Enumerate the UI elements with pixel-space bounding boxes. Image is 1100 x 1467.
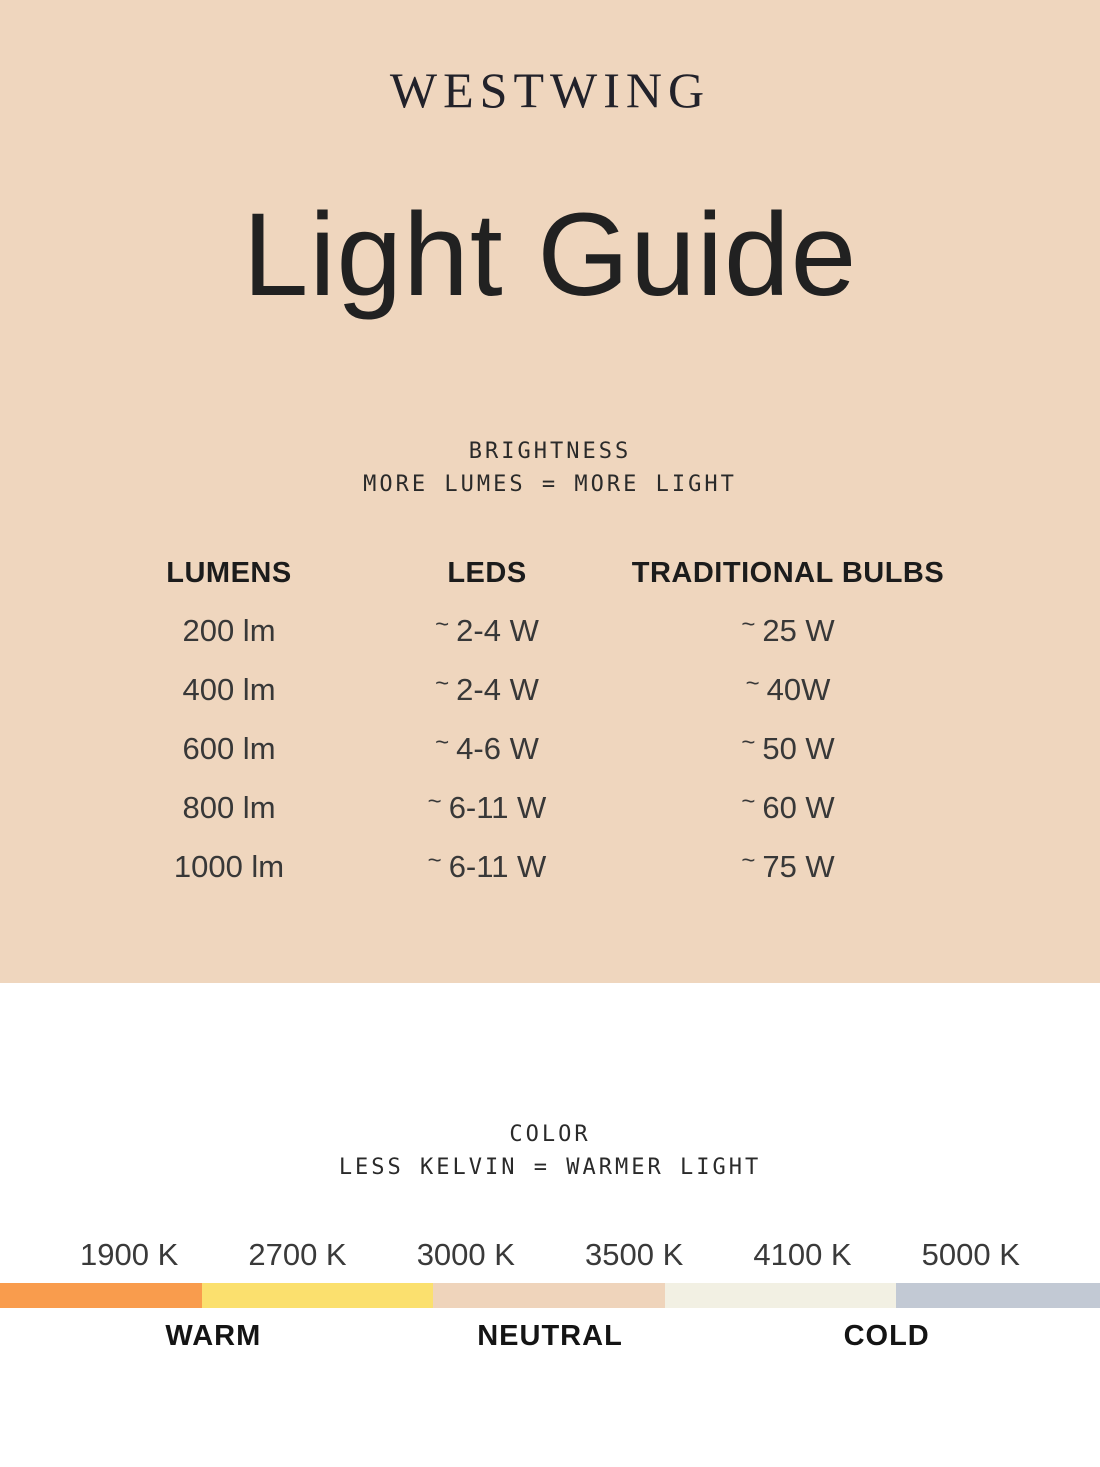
cell-leds-value: 4-6 W <box>456 730 539 766</box>
cell-leds <box>358 843 616 885</box>
cell-bulbs <box>616 666 960 708</box>
approx-tilde: ~ <box>427 846 442 874</box>
approx-tilde: ~ <box>435 669 450 697</box>
scale-segment-warm-yellow <box>202 1283 433 1308</box>
table-row <box>100 607 960 649</box>
cell-lumens: 800 lm <box>182 789 276 825</box>
kelvin-label: 1900 K <box>80 1237 179 1272</box>
table-header-leds: LEDS <box>447 556 527 589</box>
approx-tilde: ~ <box>741 787 756 815</box>
scale-segment-neutral-tan <box>433 1283 665 1308</box>
scale-segment-neutral-cream <box>665 1283 896 1308</box>
kelvin-label: 2700 K <box>248 1237 347 1272</box>
color-subheading: LESS KELVIN = WARMER LIGHT <box>338 1155 762 1180</box>
cell-bulbs-value: 40W <box>766 671 831 707</box>
cell-leds <box>358 725 616 767</box>
kelvin-label: 5000 K <box>921 1237 1020 1272</box>
zone-label-warm: WARM <box>165 1320 262 1352</box>
cell-leds-value: 2-4 W <box>456 671 539 707</box>
brightness-heading: BRIGHTNESS <box>468 438 632 464</box>
zone-label-neutral: NEUTRAL <box>477 1320 623 1352</box>
cell-bulbs <box>616 607 960 649</box>
brightness-subheading: MORE LUMES = MORE LIGHT <box>363 471 737 497</box>
bottom-section <box>0 983 1100 1467</box>
cell-leds <box>358 784 616 826</box>
cell-lumens: 200 lm <box>182 612 276 648</box>
cell-leds-value: 2-4 W <box>456 612 539 648</box>
brand-logo: WESTWING <box>389 62 711 118</box>
approx-tilde: ~ <box>435 610 450 638</box>
color-heading: COLOR <box>509 1122 591 1147</box>
cell-lumens: 600 lm <box>182 730 276 766</box>
cell-leds <box>358 666 616 708</box>
cell-leds <box>358 607 616 649</box>
cell-lumens: 1000 lm <box>173 848 285 884</box>
approx-tilde: ~ <box>741 846 756 874</box>
page-title: Light Guide <box>242 188 858 321</box>
cell-bulbs <box>616 784 960 826</box>
cell-bulbs <box>616 843 960 885</box>
table-row <box>100 843 960 885</box>
cell-bulbs-value: 50 W <box>762 730 835 766</box>
cell-bulbs-value: 60 W <box>762 789 835 825</box>
approx-tilde: ~ <box>435 728 450 756</box>
approx-tilde: ~ <box>427 787 442 815</box>
kelvin-scale-bar <box>0 1283 1100 1308</box>
scale-segment-cold-blue <box>896 1283 1100 1308</box>
table-row <box>100 725 960 767</box>
table-row <box>100 784 960 826</box>
kelvin-labels-row <box>0 1238 1100 1272</box>
approx-tilde: ~ <box>745 669 760 697</box>
cell-bulbs-value: 75 W <box>762 848 835 884</box>
cell-leds-value: 6-11 W <box>448 789 547 825</box>
kelvin-label: 3500 K <box>585 1237 684 1272</box>
kelvin-label: 4100 K <box>753 1237 852 1272</box>
cell-lumens: 400 lm <box>182 671 276 707</box>
brightness-block <box>0 435 1100 501</box>
table-header-row <box>100 556 960 590</box>
table-header-lumens: LUMENS <box>166 556 292 589</box>
cell-leds-value: 6-11 W <box>448 848 547 884</box>
lumens-table <box>100 556 960 885</box>
table-row <box>100 666 960 708</box>
approx-tilde: ~ <box>741 728 756 756</box>
kelvin-label: 3000 K <box>416 1237 515 1272</box>
scale-segment-warm-orange <box>0 1283 202 1308</box>
table-header-bulbs: TRADITIONAL BULBS <box>631 556 945 589</box>
cell-bulbs <box>616 725 960 767</box>
cell-bulbs-value: 25 W <box>762 612 835 648</box>
approx-tilde: ~ <box>741 610 756 638</box>
zone-labels-row <box>0 1320 1100 1352</box>
color-block <box>0 983 1100 1184</box>
zone-label-cold: COLD <box>843 1320 930 1352</box>
